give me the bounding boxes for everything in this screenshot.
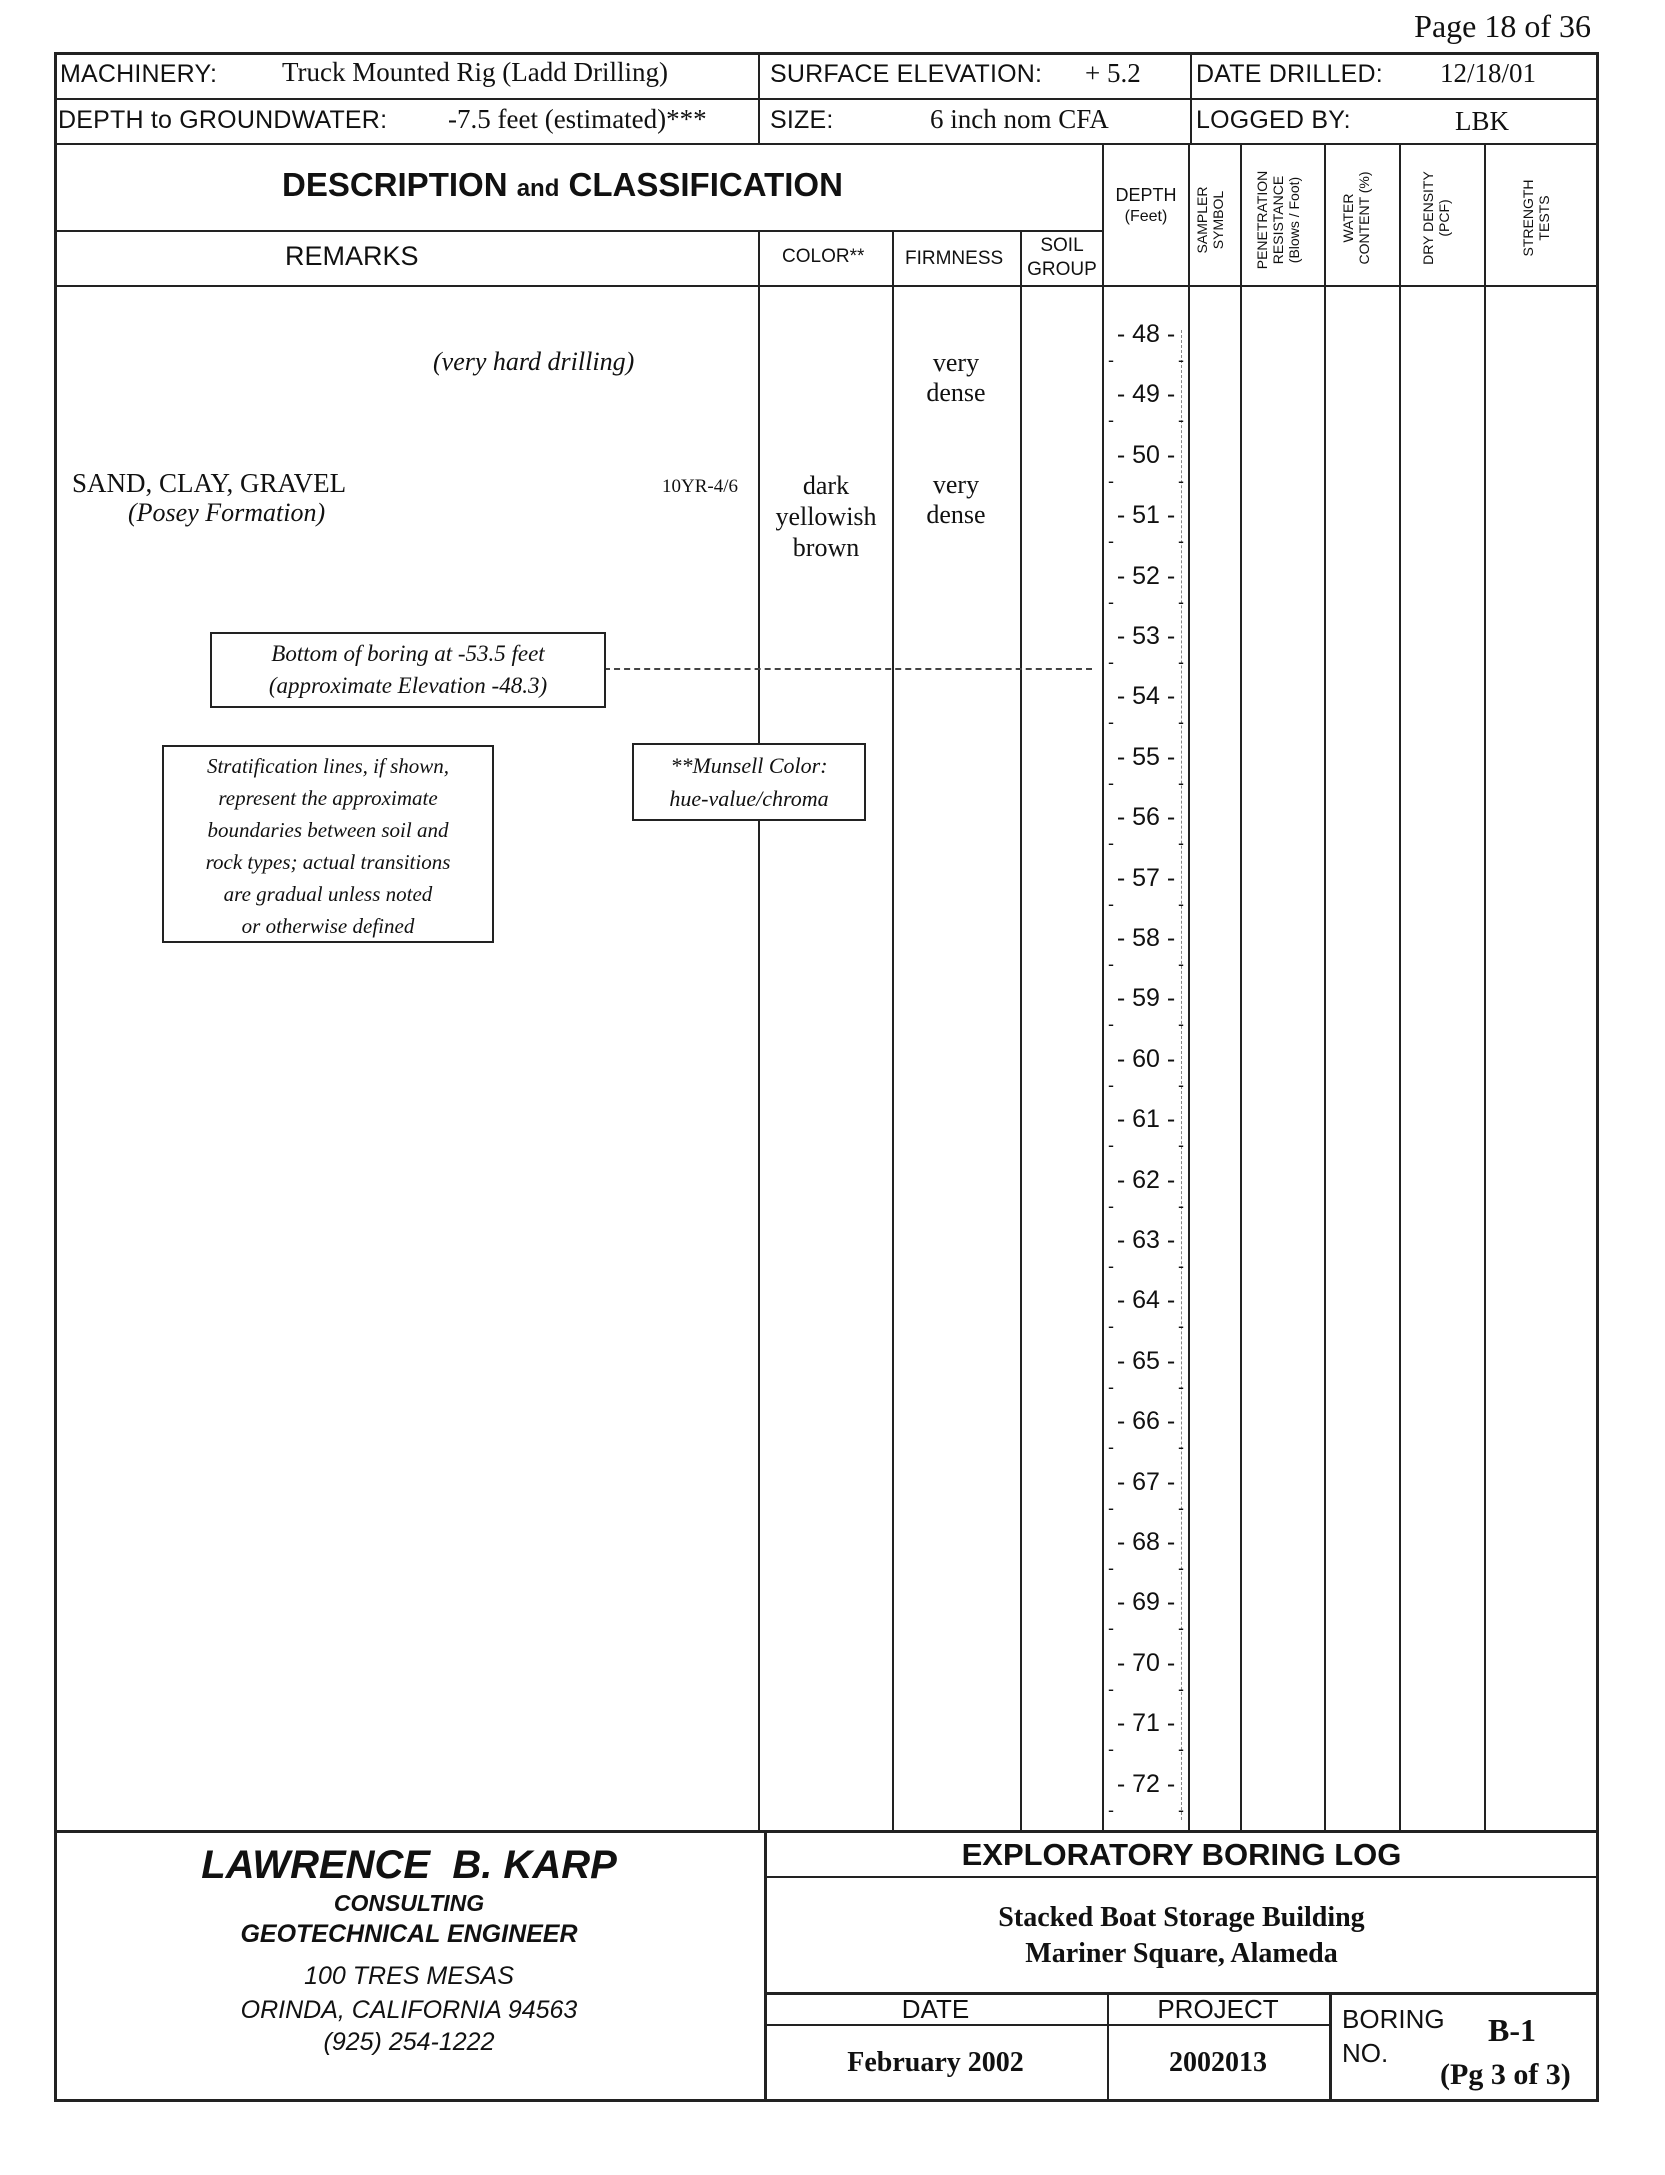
engineer-line-1: CONSULTING [333, 1890, 485, 1916]
stratification-note: Stratification lines, if shown, represent the approximate boundaries between soil and rock types; actual transitions are gradual unless noted or otherwise defined [162, 745, 494, 943]
date-value: February 2002 [847, 2047, 1024, 2078]
project-location: Mariner Square, Alameda [1025, 1938, 1338, 1969]
project-number: 2002013 [1169, 2047, 1267, 2078]
munsell-code: 10YR-4/6 [662, 476, 738, 497]
depth-minor-tick: - - [1108, 470, 1184, 491]
depth-minor-tick: - - [1108, 1376, 1184, 1397]
surface-elevation-value: + 5.2 [1085, 58, 1141, 88]
groundwater-label: DEPTH to GROUNDWATER: [58, 106, 388, 134]
depth-minor-tick: - - [1108, 1558, 1184, 1578]
depth-tick-63: - 63 - [1116, 1226, 1176, 1254]
color-description: dark yellowish brown [775, 471, 877, 562]
depth-minor-tick: - - [1108, 1135, 1184, 1156]
depth-tick-52: - 52 - [1116, 561, 1176, 590]
boring-page: (Pg 3 of 3) [1440, 2058, 1571, 2091]
depth-tick-54: - 54 - [1116, 682, 1176, 711]
surface-elevation-label: SURFACE ELEVATION: [770, 60, 1043, 88]
depth-tick-69: - 69 - [1116, 1588, 1176, 1617]
drilling-note: (very hard drilling) [433, 347, 635, 376]
depth-minor-tick: - - [1108, 1437, 1184, 1458]
depth-minor-tick: - - [1108, 1195, 1184, 1216]
remarks-header: REMARKS [285, 241, 419, 271]
depth-minor-tick: - - [1108, 1316, 1184, 1337]
munsell-note: **Munsell Color: hue-value/chroma [632, 743, 866, 821]
depth-tick-50: - 50 - [1116, 440, 1176, 469]
strength-tests-header: STRENGTH TESTS [1520, 179, 1552, 257]
depth-tick-59: - 59 - [1116, 984, 1176, 1013]
firmness-2: very dense [926, 470, 986, 529]
depth-minor-tick: - - [1108, 410, 1184, 431]
depth-tick-68: - 68 - [1116, 1528, 1176, 1556]
logged-by-value: LBK [1455, 106, 1509, 136]
project-label: PROJECT [1157, 1994, 1279, 2024]
depth-minor-tick: - - [1108, 652, 1184, 672]
engineer-name: LAWRENCE B. KARP [201, 1843, 617, 1887]
phone: (925) 254-1222 [323, 2028, 495, 2056]
log-title: EXPLORATORY BORING LOG [961, 1837, 1402, 1872]
firmness-1: very dense [926, 348, 986, 407]
dry-density-header: DRY DENSITY (PCF) [1420, 171, 1452, 265]
soil-name: SAND, CLAY, GRAVEL [72, 468, 347, 498]
soil-group-header: SOIL GROUP [1027, 235, 1097, 280]
log-frame [54, 52, 1599, 2102]
depth-tick-51: - 51 - [1116, 501, 1176, 530]
groundwater-value: -7.5 feet (estimated)*** [448, 104, 707, 134]
depth-tick-61: - 61 - [1116, 1105, 1176, 1134]
depth-header: DEPTH (Feet) [1115, 185, 1177, 225]
depth-tick-65: - 65 - [1116, 1346, 1176, 1375]
description-title: DESCRIPTION and CLASSIFICATION [282, 166, 843, 203]
project-name: Stacked Boat Storage Building [998, 1902, 1365, 1933]
bottom-of-boring-note: Bottom of boring at -53.5 feet (approximate Elevation -48.3) [210, 632, 606, 708]
depth-tick-57: - 57 - [1116, 863, 1176, 892]
depth-tick-64: - 64 - [1116, 1286, 1176, 1315]
depth-minor-tick: - - [1108, 712, 1184, 733]
size-value: 6 inch nom CFA [930, 104, 1109, 134]
depth-tick-55: - 55 - [1116, 742, 1176, 771]
machinery-label: MACHINERY: [60, 60, 218, 88]
depth-minor-tick: - - [1108, 1739, 1184, 1760]
depth-minor-tick: - - [1108, 772, 1184, 793]
address-2: ORINDA, CALIFORNIA 94563 [240, 1996, 578, 2024]
depth-minor-tick: - - [1108, 1618, 1184, 1639]
depth-minor-tick: - - [1108, 833, 1184, 854]
depth-minor-tick: - - [1108, 1014, 1184, 1035]
depth-tick-72: - 72 - [1116, 1769, 1176, 1798]
water-content-header: WATER CONTENT (%) [1340, 171, 1372, 265]
depth-tick-53: - 53 - [1116, 622, 1176, 650]
machinery-value: Truck Mounted Rig (Ladd Drilling) [282, 57, 668, 87]
depth-tick-71: - 71 - [1116, 1709, 1176, 1738]
engineer-line-2: GEOTECHNICAL ENGINEER [240, 1920, 578, 1948]
depth-minor-tick: - - [1108, 954, 1184, 974]
penetration-header: PENETRATION RESISTANCE (Blows / Foot) [1254, 170, 1302, 270]
boring-label: BORING NO. [1342, 2004, 1445, 2068]
depth-tick-60: - 60 - [1116, 1044, 1176, 1073]
address-1: 100 TRES MESAS [304, 1962, 514, 1990]
depth-tick-58: - 58 - [1116, 924, 1176, 952]
depth-tick-49: - 49 - [1116, 380, 1176, 409]
color-header: COLOR** [782, 246, 865, 267]
depth-minor-tick: - - [1108, 591, 1184, 612]
depth-minor-tick: - - [1108, 1074, 1184, 1095]
date-label: DATE [901, 1994, 970, 2024]
depth-minor-tick: - - [1108, 1497, 1184, 1518]
date-drilled-label: DATE DRILLED: [1196, 60, 1383, 88]
firmness-header: FIRMNESS [905, 248, 1004, 269]
depth-minor-tick: - - [1108, 350, 1184, 370]
depth-tick-70: - 70 - [1116, 1648, 1176, 1677]
formation: (Posey Formation) [128, 498, 326, 527]
depth-tick-62: - 62 - [1116, 1165, 1176, 1194]
depth-tick-67: - 67 - [1116, 1467, 1176, 1496]
depth-minor-tick: - - [1108, 893, 1184, 914]
depth-minor-tick: - - [1108, 1678, 1184, 1699]
depth-tick-66: - 66 - [1116, 1407, 1176, 1436]
depth-tick-56: - 56 - [1116, 803, 1176, 832]
stratification-line [604, 668, 1092, 670]
sampler-header: SAMPLER SYMBOL [1194, 186, 1226, 254]
depth-tick-48: - 48 - [1116, 320, 1176, 348]
logged-by-label: LOGGED BY: [1196, 106, 1351, 134]
size-label: SIZE: [770, 106, 834, 134]
depth-minor-tick: - - [1108, 1799, 1184, 1820]
page-number: Page 18 of 36 [1414, 8, 1591, 44]
boring-number: B-1 [1488, 2012, 1536, 2048]
date-drilled-value: 12/18/01 [1440, 58, 1537, 88]
depth-minor-tick: - - [1108, 531, 1184, 552]
depth-minor-tick: - - [1108, 1256, 1184, 1276]
